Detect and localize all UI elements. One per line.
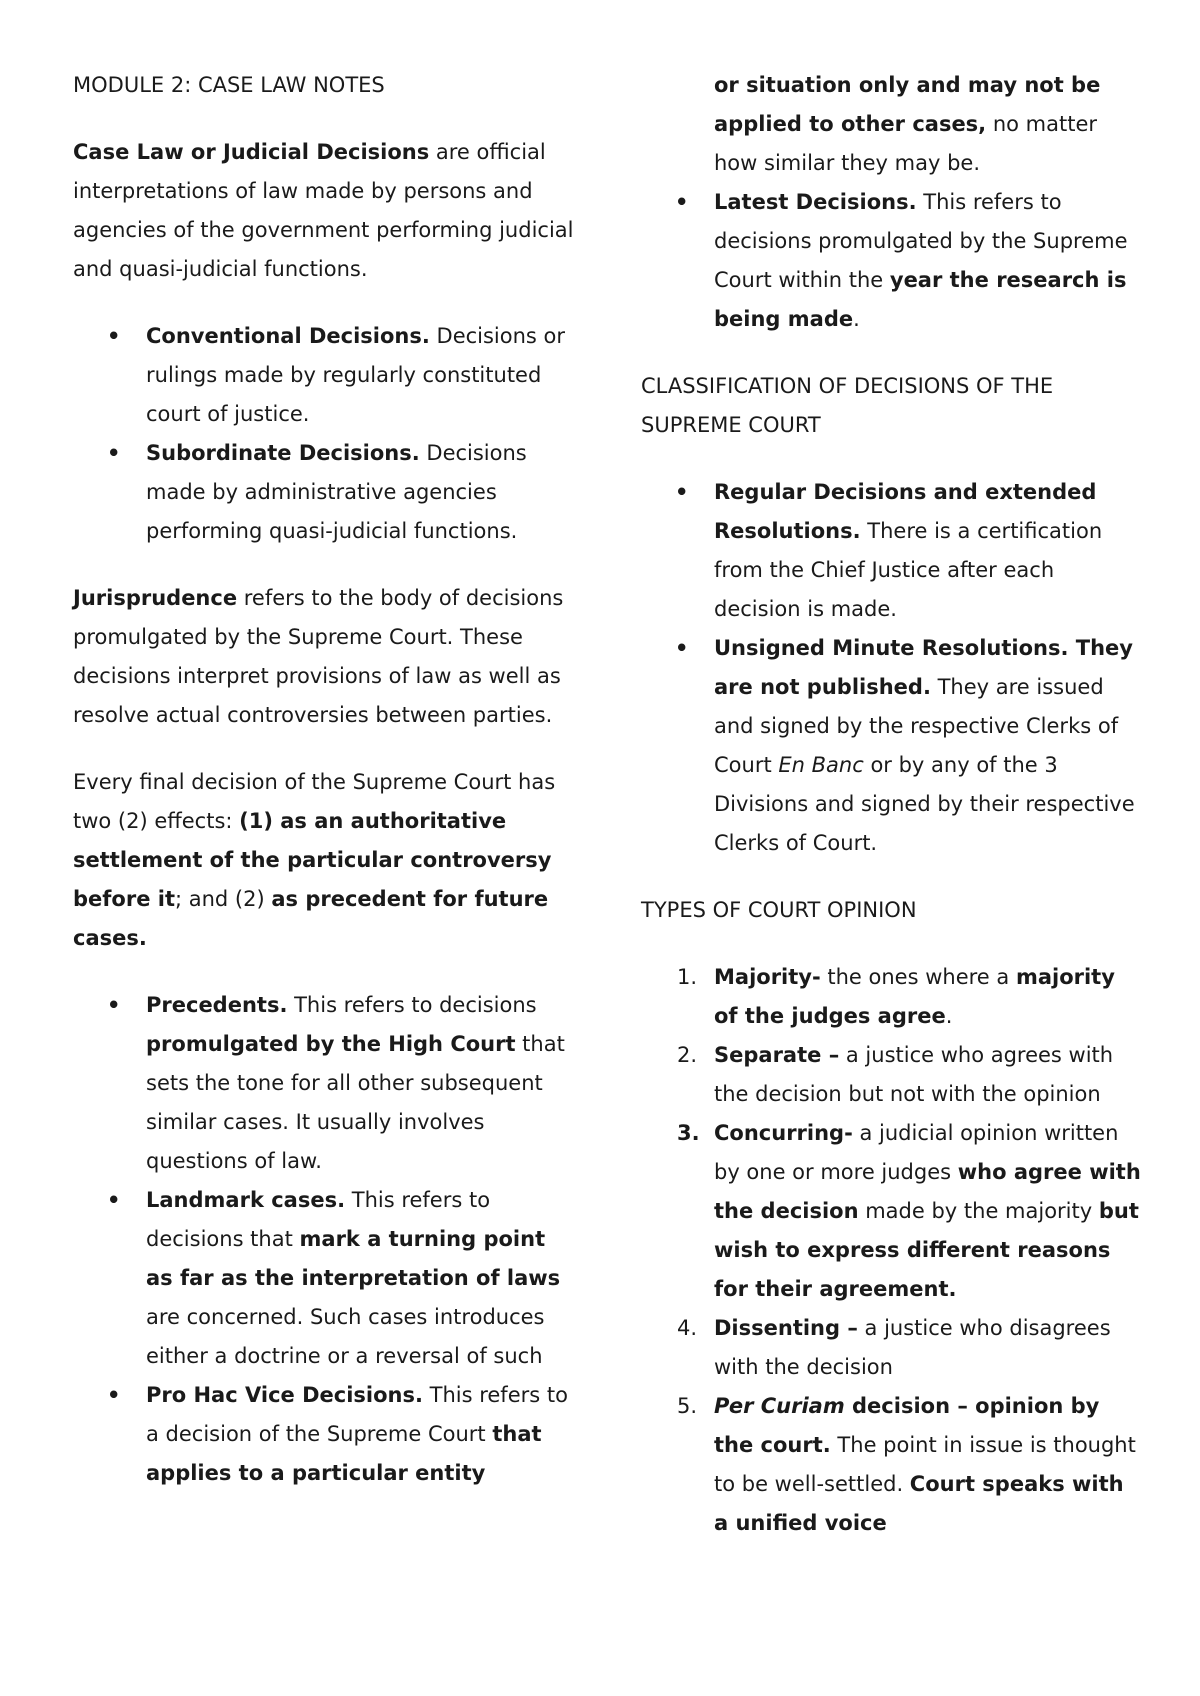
effects-connector: ; and (2) [175,887,272,911]
text: a judicial opinion written by one or more judges [714,1121,1119,1184]
list-item-unsigned [641,629,1141,863]
emphasis: promulgated by the High Court [146,1032,516,1056]
text: This refers to decisions promulgated by the Supreme Court within the [714,190,1128,292]
emphasis: but wish to express different reasons for their agreement. [714,1199,1139,1301]
list-item-pro-hac-vice [73,1376,578,1493]
opinion-types-list [641,958,1141,1543]
classification-list [641,473,1141,863]
emphasis: mark a turning point as far as the interpretation of laws [146,1227,561,1290]
definition: Decisions or rulings made by regularly constituted court of justice. [146,324,566,426]
term: Pro Hac Vice Decisions. [146,1383,423,1407]
emphasis: Court speaks with a unified voice [714,1472,1124,1535]
emphasis: year the research is being made [714,268,1127,331]
list-item-precedents [73,986,578,1181]
pro-hac-vice-continued [641,66,1141,183]
text: no matter how similar they may be. [714,112,1098,175]
text: . [945,1004,953,1028]
item-number: 1. [677,965,698,989]
effect-two: as precedent for future cases. [73,887,549,950]
term: Dissenting – [714,1316,858,1340]
jurisprudence-text: refers to the body of decisions promulgated by the Supreme Court. These decisions interpret provisions of law as well as resolve actual controversies between parties. [73,586,564,727]
term: Unsigned Minute Resolutions. They are not published. [714,636,1133,699]
definition: Decisions made by administrative agencies performing quasi-judicial functions. [146,441,527,543]
text: This refers to a decision of the Supreme Court [146,1383,568,1446]
term: Regular Decisions and extended Resolutions. [714,480,1097,543]
text: made by the majority [858,1199,1099,1223]
text: a justice who disagrees with the decision [714,1316,1111,1379]
list-item-separate [641,1036,1141,1114]
text: This refers to decisions [287,993,537,1017]
term: Subordinate Decisions. [146,441,420,465]
page-title: MODULE 2: CASE LAW NOTES [73,73,385,97]
list-item-dissenting [641,1309,1141,1387]
jurisprudence-paragraph [73,579,578,735]
list-item-conventional [73,317,578,434]
emphasis: that applies to a particular entity [146,1422,542,1485]
effects-paragraph [73,763,578,958]
list-item-landmark [73,1181,578,1376]
precedent-types-list [73,986,578,1493]
italic-term: Per Curiam [714,1394,845,1418]
list-item-subordinate [73,434,578,551]
jurisprudence-term: Jurisprudence [73,586,238,610]
text: or by any of the 3 Divisions and signed by their respective Clerks of Court. [714,753,1135,855]
list-item-latest [641,183,1141,339]
text: a justice who agrees with the decision but not with the opinion [714,1043,1114,1106]
text: the ones where a [820,965,1016,989]
item-number: 3. [677,1121,700,1145]
term: decision – opinion by the court. [714,1394,1100,1457]
text: that sets the tone for all other subsequent similar cases. It usually involves questions of law. [146,1032,565,1173]
emphasis: who agree with the decision [714,1160,1141,1223]
types-heading: TYPES OF COURT OPINION [641,898,917,922]
emphasis: majority of the judges agree [714,965,1115,1028]
emphasis: or situation only and may not be applied to other cases, [714,73,1101,136]
italic-term: En Banc [778,753,864,777]
case-law-paragraph [73,133,578,289]
text: There is a certification from the Chief Justice after each decision is made. [714,519,1103,621]
text: They are issued and signed by the respective Clerks of Court [714,675,1119,777]
item-number: 5. [677,1394,698,1418]
text: are concerned. Such cases introduces either a doctrine or a reversal of such [146,1305,545,1368]
term: Majority- [714,965,821,989]
term: Precedents. [146,993,288,1017]
latest-list [641,183,1141,339]
list-item-per-curiam [641,1387,1141,1543]
text: This refers to decisions that [146,1188,491,1251]
term: Separate – [714,1043,840,1067]
term: Concurring- [714,1121,853,1145]
list-item-regular [641,473,1141,629]
item-number: 2. [677,1043,698,1067]
case-law-text: are official interpretations of law made by persons and agencies of the government performing judicial and quasi-judicial functions. [73,140,574,281]
list-item-concurring [641,1114,1141,1309]
decision-kinds-list [73,317,578,551]
term: Conventional Decisions. [146,324,430,348]
classification-heading: CLASSIFICATION OF DECISIONS OF THE SUPREME COURT [641,374,1054,437]
term: Latest Decisions. [714,190,917,214]
effect-one: (1) as an authoritative settlement of the particular controversy before it [73,809,552,911]
right-column [641,66,1141,1543]
case-law-term: Case Law or Judicial Decisions [73,140,430,164]
left-column [73,66,578,1493]
item-number: 4. [677,1316,698,1340]
text: . [853,307,860,331]
text: The point in issue is thought to be well-settled. [714,1433,1136,1496]
list-item-majority [641,958,1141,1036]
term: Landmark cases. [146,1188,346,1212]
effects-intro: Every final decision of the Supreme Court has two (2) effects: [73,770,556,833]
